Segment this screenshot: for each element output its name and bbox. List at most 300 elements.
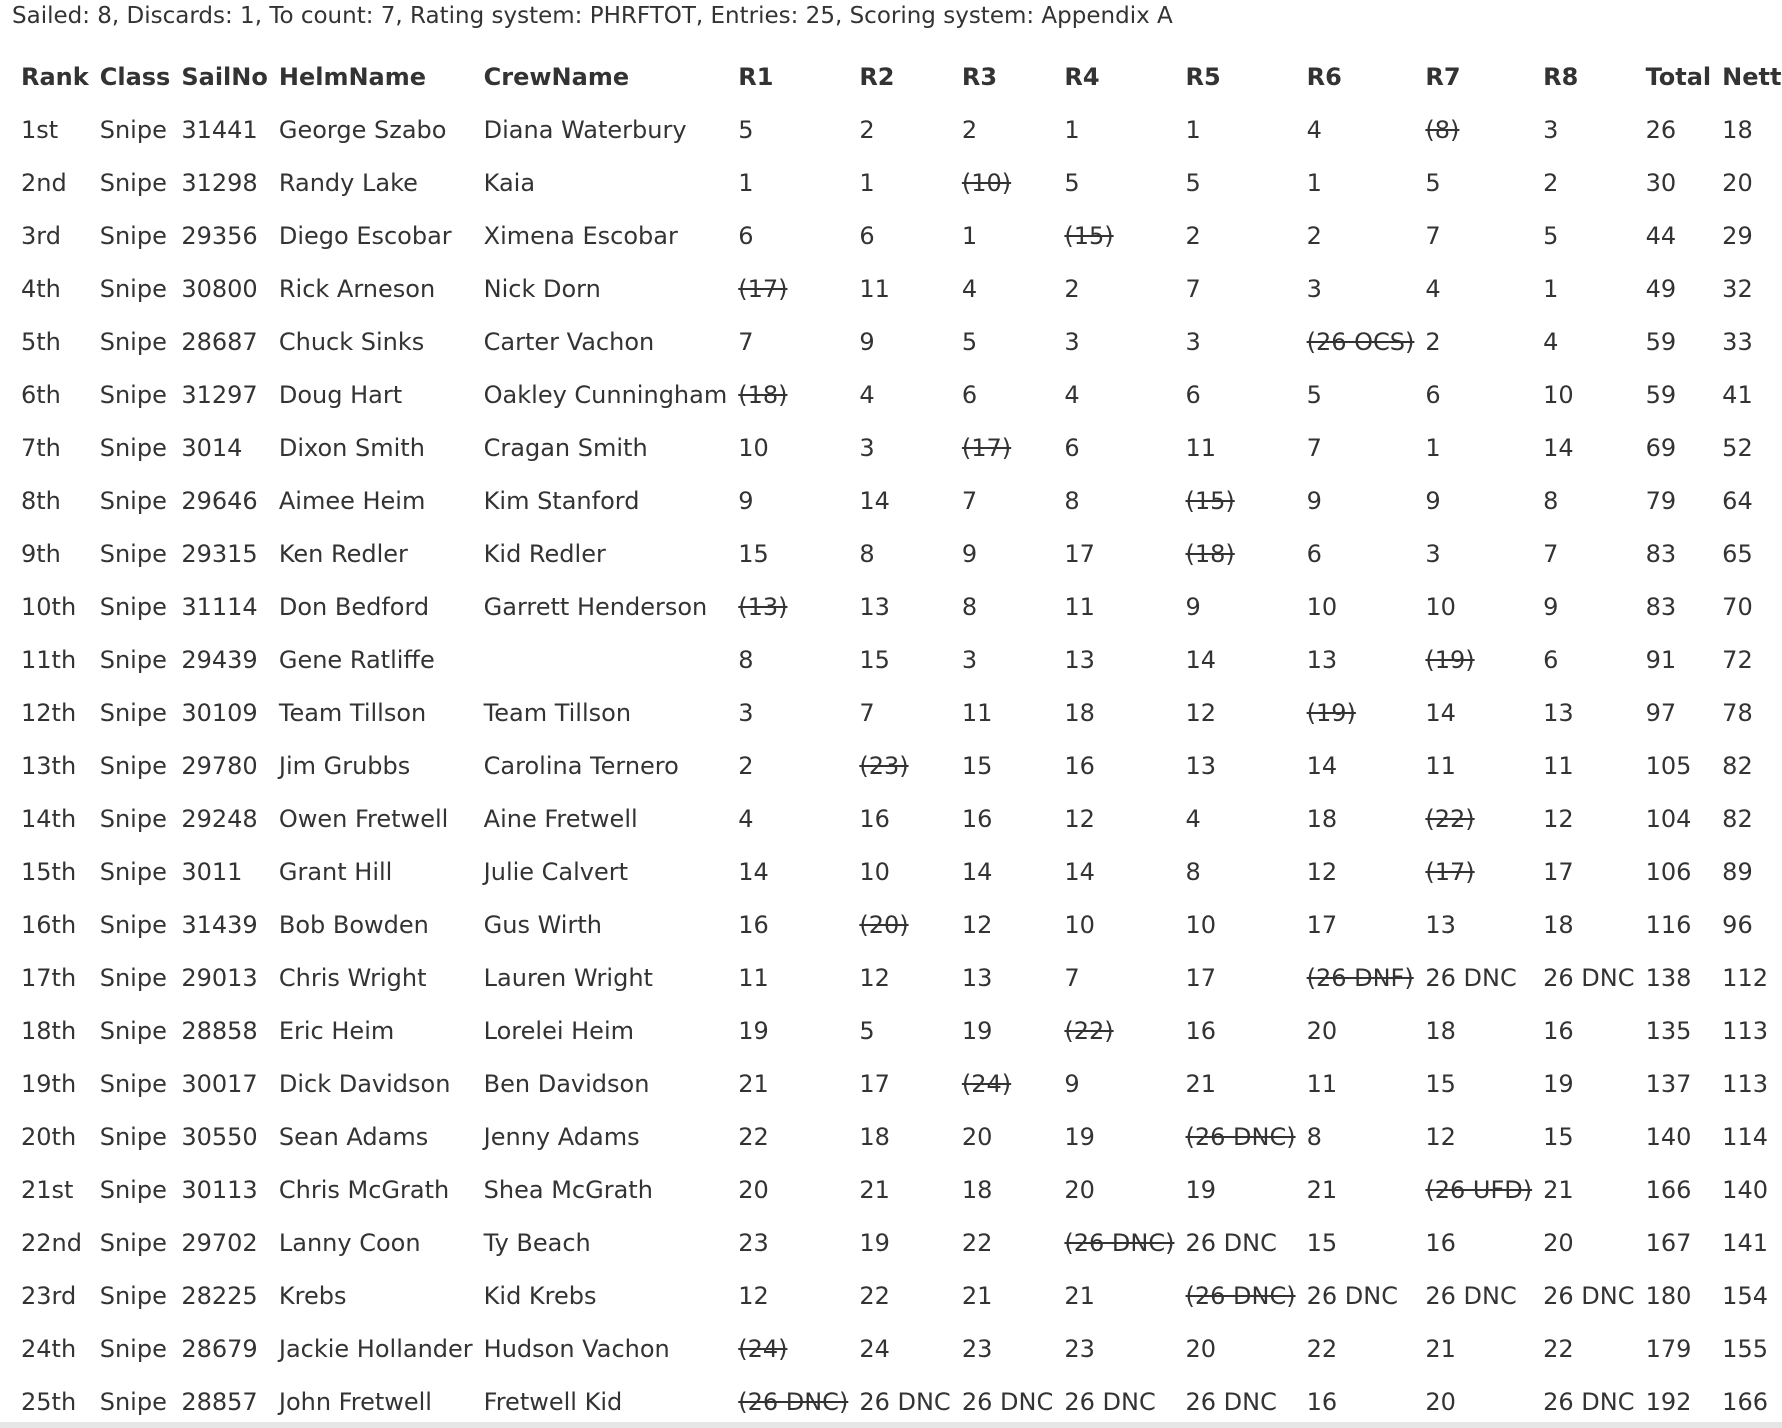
class-cell: Snipe [99, 1069, 167, 1098]
race-6-score-cell: 11 [1306, 1069, 1338, 1098]
crew-name-cell: Ben Davidson [483, 1069, 650, 1098]
crew-name-cell: Kid Redler [483, 539, 606, 568]
class-cell: Snipe [99, 1334, 167, 1363]
race-7-score-cell [1414, 633, 1532, 686]
race-6-score-cell: 5 [1306, 380, 1322, 409]
race-8-score-cell: 22 [1543, 1334, 1574, 1363]
crew-name-cell: Oakley Cunningham [483, 380, 728, 409]
helm-name-cell: Dixon Smith [278, 433, 425, 462]
rank-cell: 11th [21, 645, 77, 674]
race-5-score-cell [1174, 474, 1295, 527]
table-row [10, 421, 1782, 474]
sail-number-cell: 28225 [181, 1281, 258, 1310]
crew-name-cell: Shea McGrath [483, 1175, 653, 1204]
race-3-score-cell: 2 [961, 115, 978, 144]
crew-name-cell: Garrett Henderson [483, 592, 708, 621]
discarded-score: (17) [961, 433, 1012, 462]
discarded-score: (26 DNC) [1185, 1122, 1296, 1151]
race-5-score-cell: 26 DNC [1185, 1387, 1277, 1416]
race-5-score-cell: 6 [1185, 380, 1201, 409]
class-cell: Snipe [99, 592, 167, 621]
race-3-score-cell: 12 [961, 910, 993, 939]
race-1-score-cell: 21 [738, 1069, 769, 1098]
rank-cell: 9th [21, 539, 61, 568]
sail-number-cell: 29315 [181, 539, 258, 568]
table-row [10, 1269, 1782, 1322]
crew-name-cell: Cragan Smith [483, 433, 648, 462]
race-5-score-cell: 21 [1185, 1069, 1217, 1098]
race-7-score-cell: 21 [1425, 1334, 1456, 1363]
race-2-score-cell: 5 [859, 1016, 875, 1045]
helm-name-cell: Doug Hart [278, 380, 403, 409]
column-header-r7: R7 [1425, 62, 1461, 91]
discarded-score: (17) [738, 274, 788, 303]
crew-name-cell: Diana Waterbury [483, 115, 687, 144]
column-header-r6: R6 [1306, 62, 1342, 91]
race-1-score-cell: 16 [738, 910, 769, 939]
race-5-score-cell: 3 [1185, 327, 1201, 356]
class-cell: Snipe [99, 1281, 167, 1310]
table-row [10, 527, 1782, 580]
sail-number-cell: 30109 [181, 698, 258, 727]
table-row [10, 951, 1782, 1004]
class-cell: Snipe [99, 274, 167, 303]
class-cell: Snipe [99, 645, 167, 674]
race-1-score-cell: 3 [738, 698, 754, 727]
race-2-score-cell: 7 [859, 698, 875, 727]
race-1-score-cell: 1 [738, 168, 754, 197]
sail-number-cell: 29702 [181, 1228, 258, 1257]
race-2-score-cell: 21 [859, 1175, 890, 1204]
discarded-score: (22) [1064, 1016, 1114, 1045]
race-8-score-cell: 26 DNC [1543, 1387, 1635, 1416]
race-1-score-cell [727, 368, 848, 421]
total-cell: 44 [1645, 221, 1677, 250]
race-1-score-cell: 22 [738, 1122, 769, 1151]
class-cell: Snipe [99, 698, 167, 727]
race-3-score-cell: 26 DNC [961, 1387, 1054, 1416]
class-cell: Snipe [99, 751, 167, 780]
race-2-score-cell: 14 [859, 486, 890, 515]
race-5-score-cell: 14 [1185, 645, 1217, 674]
race-2-score-cell: 24 [859, 1334, 890, 1363]
total-cell: 49 [1645, 274, 1677, 303]
race-2-score-cell: 11 [859, 274, 890, 303]
nett-cell: 64 [1722, 486, 1753, 515]
crew-name-cell: Fretwell Kid [483, 1387, 623, 1416]
crew-name-cell: Julie Calvert [483, 857, 629, 886]
total-cell: 192 [1645, 1387, 1692, 1416]
sail-number-cell: 31298 [181, 168, 258, 197]
race-6-score-cell: 17 [1306, 910, 1338, 939]
class-cell: Snipe [99, 963, 167, 992]
race-5-score-cell: 7 [1185, 274, 1201, 303]
class-cell: Snipe [99, 221, 167, 250]
race-4-score-cell: 20 [1064, 1175, 1095, 1204]
race-7-score-cell: 9 [1425, 486, 1441, 515]
column-header-r8: R8 [1543, 62, 1579, 91]
discarded-score: (24) [961, 1069, 1012, 1098]
race-2-score-cell: 17 [859, 1069, 890, 1098]
total-cell: 167 [1645, 1228, 1692, 1257]
nett-cell: 78 [1722, 698, 1753, 727]
nett-cell: 72 [1722, 645, 1753, 674]
table-row [10, 315, 1782, 368]
race-7-score-cell: 3 [1425, 539, 1441, 568]
race-4-score-cell: 6 [1064, 433, 1080, 462]
total-cell: 116 [1645, 910, 1692, 939]
race-7-score-cell: 4 [1425, 274, 1441, 303]
nett-cell: 89 [1722, 857, 1753, 886]
table-row [10, 474, 1782, 527]
total-cell: 83 [1645, 592, 1677, 621]
rank-cell: 6th [21, 380, 61, 409]
race-5-score-cell: 10 [1185, 910, 1217, 939]
discarded-score: (20) [859, 910, 909, 939]
race-4-score-cell: 5 [1064, 168, 1080, 197]
race-8-score-cell: 8 [1543, 486, 1559, 515]
race-5-score-cell [1174, 1269, 1295, 1322]
race-2-score-cell: 18 [859, 1122, 890, 1151]
race-5-score-cell: 9 [1185, 592, 1201, 621]
race-4-score-cell: 16 [1064, 751, 1095, 780]
race-6-score-cell: 20 [1306, 1016, 1338, 1045]
race-1-score-cell [727, 580, 848, 633]
sail-number-cell: 28857 [181, 1387, 258, 1416]
total-cell: 106 [1645, 857, 1692, 886]
discarded-score: (17) [1425, 857, 1475, 886]
race-7-score-cell: 26 DNC [1425, 1281, 1517, 1310]
table-row [10, 1057, 1782, 1110]
sail-number-cell: 30800 [181, 274, 258, 303]
race-1-score-cell: 11 [738, 963, 769, 992]
race-3-score-cell: 1 [961, 221, 978, 250]
sail-number-cell: 31114 [181, 592, 258, 621]
race-3-score-cell: 7 [961, 486, 978, 515]
race-8-score-cell: 3 [1543, 115, 1559, 144]
discarded-score: (26 DNC) [738, 1387, 849, 1416]
race-2-score-cell: 4 [859, 380, 875, 409]
nett-cell: 113 [1722, 1016, 1768, 1045]
rank-cell: 23rd [21, 1281, 77, 1310]
race-3-score-cell: 22 [961, 1228, 993, 1257]
discarded-score: (26 DNF) [1306, 963, 1414, 992]
race-4-score-cell: 26 DNC [1064, 1387, 1156, 1416]
helm-name-cell: Owen Fretwell [278, 804, 449, 833]
race-6-score-cell: 4 [1306, 115, 1322, 144]
race-3-score-cell: 20 [961, 1122, 993, 1151]
helm-name-cell: Randy Lake [278, 168, 418, 197]
race-8-score-cell: 20 [1543, 1228, 1574, 1257]
race-2-score-cell: 8 [859, 539, 875, 568]
results-table [10, 50, 1782, 1428]
discarded-score: (19) [1425, 645, 1475, 674]
total-cell: 140 [1645, 1122, 1692, 1151]
race-5-score-cell: 20 [1185, 1334, 1217, 1363]
crew-name-cell: Ty Beach [483, 1228, 591, 1257]
nett-cell: 18 [1722, 115, 1753, 144]
race-1-score-cell: 2 [738, 751, 754, 780]
race-6-score-cell: 2 [1306, 221, 1322, 250]
helm-name-cell: Jim Grubbs [278, 751, 411, 780]
race-3-score-cell [951, 156, 1054, 209]
column-header-r2: R2 [859, 62, 895, 91]
race-7-score-cell: 16 [1425, 1228, 1456, 1257]
results-table-header [10, 50, 1782, 103]
race-8-score-cell: 7 [1543, 539, 1559, 568]
total-cell: 179 [1645, 1334, 1692, 1363]
rank-cell: 17th [21, 963, 77, 992]
rank-cell: 20th [21, 1122, 77, 1151]
class-cell: Snipe [99, 910, 167, 939]
rank-cell: 22nd [21, 1228, 82, 1257]
crew-name-cell: Nick Dorn [483, 274, 601, 303]
crew-name-cell: Lauren Wright [483, 963, 653, 992]
race-2-score-cell [848, 739, 951, 792]
race-2-score-cell: 10 [859, 857, 890, 886]
race-8-score-cell: 17 [1543, 857, 1574, 886]
race-8-score-cell: 15 [1543, 1122, 1574, 1151]
rank-cell: 12th [21, 698, 77, 727]
helm-name-cell: Don Bedford [278, 592, 430, 621]
column-header-helm-name: HelmName [278, 62, 427, 91]
helm-name-cell: Eric Heim [278, 1016, 395, 1045]
rank-cell: 1st [21, 115, 59, 144]
race-2-score-cell: 16 [859, 804, 890, 833]
nett-cell: 33 [1722, 327, 1753, 356]
race-7-score-cell: 26 DNC [1425, 963, 1517, 992]
race-4-score-cell: 18 [1064, 698, 1095, 727]
race-1-score-cell: 8 [738, 645, 754, 674]
race-6-score-cell: 9 [1306, 486, 1322, 515]
race-8-score-cell: 26 DNC [1543, 963, 1635, 992]
sail-number-cell: 28858 [181, 1016, 258, 1045]
race-2-score-cell: 15 [859, 645, 890, 674]
discarded-score: (24) [738, 1334, 788, 1363]
nett-cell: 140 [1722, 1175, 1768, 1204]
race-7-score-cell: 14 [1425, 698, 1456, 727]
rank-cell: 8th [21, 486, 61, 515]
race-6-score-cell: 10 [1306, 592, 1338, 621]
discarded-score: (15) [1064, 221, 1114, 250]
race-6-score-cell: 13 [1306, 645, 1338, 674]
nett-cell: 166 [1722, 1387, 1768, 1416]
total-cell: 83 [1645, 539, 1677, 568]
sail-number-cell: 31297 [181, 380, 258, 409]
crew-name-cell: Gus Wirth [483, 910, 602, 939]
race-3-score-cell: 5 [961, 327, 978, 356]
total-cell: 104 [1645, 804, 1692, 833]
nett-cell: 32 [1722, 274, 1753, 303]
column-header-rank: Rank [21, 62, 89, 91]
race-8-score-cell: 5 [1543, 221, 1559, 250]
race-5-score-cell: 5 [1185, 168, 1201, 197]
race-8-score-cell: 2 [1543, 168, 1559, 197]
class-cell: Snipe [99, 1175, 167, 1204]
race-5-score-cell: 4 [1185, 804, 1201, 833]
race-4-score-cell: 17 [1064, 539, 1095, 568]
class-cell: Snipe [99, 1228, 167, 1257]
total-cell: 166 [1645, 1175, 1692, 1204]
class-cell: Snipe [99, 486, 167, 515]
table-row [10, 1163, 1782, 1216]
race-4-score-cell: 2 [1064, 274, 1080, 303]
total-cell: 91 [1645, 645, 1677, 674]
discarded-score: (13) [738, 592, 788, 621]
crew-name-cell: Kaia [483, 168, 536, 197]
race-7-score-cell: 12 [1425, 1122, 1456, 1151]
race-2-score-cell: 9 [859, 327, 875, 356]
race-4-score-cell [1053, 209, 1174, 262]
race-8-score-cell: 11 [1543, 751, 1574, 780]
class-cell: Snipe [99, 857, 167, 886]
helm-name-cell: Dick Davidson [278, 1069, 451, 1098]
race-5-score-cell: 26 DNC [1185, 1228, 1277, 1257]
helm-name-cell: Chris Wright [278, 963, 427, 992]
discarded-score: (18) [738, 380, 788, 409]
discarded-score: (8) [1425, 115, 1460, 144]
sail-number-cell: 29780 [181, 751, 258, 780]
table-row [10, 1322, 1782, 1375]
race-3-score-cell: 11 [961, 698, 993, 727]
race-5-score-cell: 1 [1185, 115, 1201, 144]
race-1-score-cell [727, 1375, 848, 1428]
total-cell: 138 [1645, 963, 1692, 992]
race-2-score-cell: 3 [859, 433, 875, 462]
helm-name-cell: Team Tillson [278, 698, 427, 727]
race-4-score-cell: 10 [1064, 910, 1095, 939]
race-2-score-cell: 2 [859, 115, 875, 144]
crew-name-cell: Hudson Vachon [483, 1334, 670, 1363]
column-header-r1: R1 [738, 62, 774, 91]
rank-cell: 10th [21, 592, 77, 621]
race-3-score-cell: 9 [961, 539, 978, 568]
race-4-score-cell: 3 [1064, 327, 1080, 356]
table-row [10, 580, 1782, 633]
race-6-score-cell [1296, 315, 1415, 368]
class-cell: Snipe [99, 380, 167, 409]
race-6-score-cell: 26 DNC [1306, 1281, 1398, 1310]
race-7-score-cell: 20 [1425, 1387, 1456, 1416]
table-row [10, 898, 1782, 951]
total-cell: 59 [1645, 327, 1677, 356]
class-cell: Snipe [99, 539, 167, 568]
race-8-score-cell: 18 [1543, 910, 1574, 939]
crew-name-cell: Carolina Ternero [483, 751, 679, 780]
helm-name-cell: Gene Ratliffe [278, 645, 435, 674]
helm-name-cell: Diego Escobar [278, 221, 452, 250]
helm-name-cell: Chris McGrath [278, 1175, 450, 1204]
race-5-score-cell: 16 [1185, 1016, 1217, 1045]
race-5-score-cell: 2 [1185, 221, 1201, 250]
class-cell: Snipe [99, 327, 167, 356]
discarded-score: (26 UFD) [1425, 1175, 1533, 1204]
race-4-score-cell: 23 [1064, 1334, 1095, 1363]
race-2-score-cell: 26 DNC [859, 1387, 951, 1416]
table-row [10, 368, 1782, 421]
race-4-score-cell [1053, 1216, 1174, 1269]
column-header-total: Total [1645, 62, 1712, 91]
race-5-score-cell: 19 [1185, 1175, 1217, 1204]
helm-name-cell: Bob Bowden [278, 910, 429, 939]
nett-cell: 41 [1722, 380, 1753, 409]
sail-number-cell: 3011 [181, 857, 243, 886]
discarded-score: (26 OCS) [1306, 327, 1415, 356]
table-row [10, 686, 1782, 739]
race-2-score-cell: 19 [859, 1228, 890, 1257]
race-6-score-cell: 8 [1306, 1122, 1322, 1151]
rank-cell: 16th [21, 910, 77, 939]
race-1-score-cell: 19 [738, 1016, 769, 1045]
discarded-score: (19) [1306, 698, 1356, 727]
nett-cell: 70 [1722, 592, 1753, 621]
race-1-score-cell: 14 [738, 857, 769, 886]
race-6-score-cell: 14 [1306, 751, 1338, 780]
race-3-score-cell: 3 [961, 645, 978, 674]
race-6-score-cell: 7 [1306, 433, 1322, 462]
race-4-score-cell: 21 [1064, 1281, 1095, 1310]
total-cell: 105 [1645, 751, 1692, 780]
sail-number-cell: 30017 [181, 1069, 258, 1098]
helm-name-cell: George Szabo [278, 115, 447, 144]
helm-name-cell: Rick Arneson [278, 274, 436, 303]
crew-name-cell: Jenny Adams [483, 1122, 640, 1151]
race-4-score-cell: 4 [1064, 380, 1080, 409]
race-3-score-cell [951, 1057, 1054, 1110]
nett-cell: 82 [1722, 804, 1753, 833]
crew-name-cell: Ximena Escobar [483, 221, 678, 250]
race-4-score-cell: 19 [1064, 1122, 1095, 1151]
sail-number-cell: 31441 [181, 115, 258, 144]
race-8-score-cell: 14 [1543, 433, 1574, 462]
nett-cell: 82 [1722, 751, 1753, 780]
nett-cell: 113 [1722, 1069, 1768, 1098]
race-8-score-cell: 6 [1543, 645, 1559, 674]
total-cell: 97 [1645, 698, 1677, 727]
race-2-score-cell: 12 [859, 963, 890, 992]
discarded-score: (26 DNC) [1185, 1281, 1296, 1310]
race-1-score-cell: 9 [738, 486, 754, 515]
rank-cell: 13th [21, 751, 77, 780]
race-2-score-cell: 22 [859, 1281, 890, 1310]
nett-cell: 155 [1722, 1334, 1768, 1363]
race-7-score-cell: 5 [1425, 168, 1441, 197]
helm-name-cell: Jackie Hollander [278, 1334, 473, 1363]
discarded-score: (22) [1425, 804, 1475, 833]
race-4-score-cell: 11 [1064, 592, 1095, 621]
race-3-score-cell: 8 [961, 592, 978, 621]
race-5-score-cell: 17 [1185, 963, 1217, 992]
race-7-score-cell: 1 [1425, 433, 1441, 462]
class-cell: Snipe [99, 1016, 167, 1045]
table-row [10, 1110, 1782, 1163]
race-1-score-cell: 20 [738, 1175, 769, 1204]
race-3-score-cell: 14 [961, 857, 993, 886]
table-row [10, 156, 1782, 209]
helm-name-cell: Grant Hill [278, 857, 393, 886]
race-1-score-cell: 23 [738, 1228, 769, 1257]
table-row [10, 103, 1782, 156]
total-cell: 26 [1645, 115, 1677, 144]
table-row [10, 633, 1782, 686]
race-6-score-cell: 1 [1306, 168, 1322, 197]
total-cell: 59 [1645, 380, 1677, 409]
table-row [10, 262, 1782, 315]
race-5-score-cell: 11 [1185, 433, 1217, 462]
race-6-score-cell: 16 [1306, 1387, 1338, 1416]
race-8-score-cell: 13 [1543, 698, 1574, 727]
race-3-score-cell: 16 [961, 804, 993, 833]
